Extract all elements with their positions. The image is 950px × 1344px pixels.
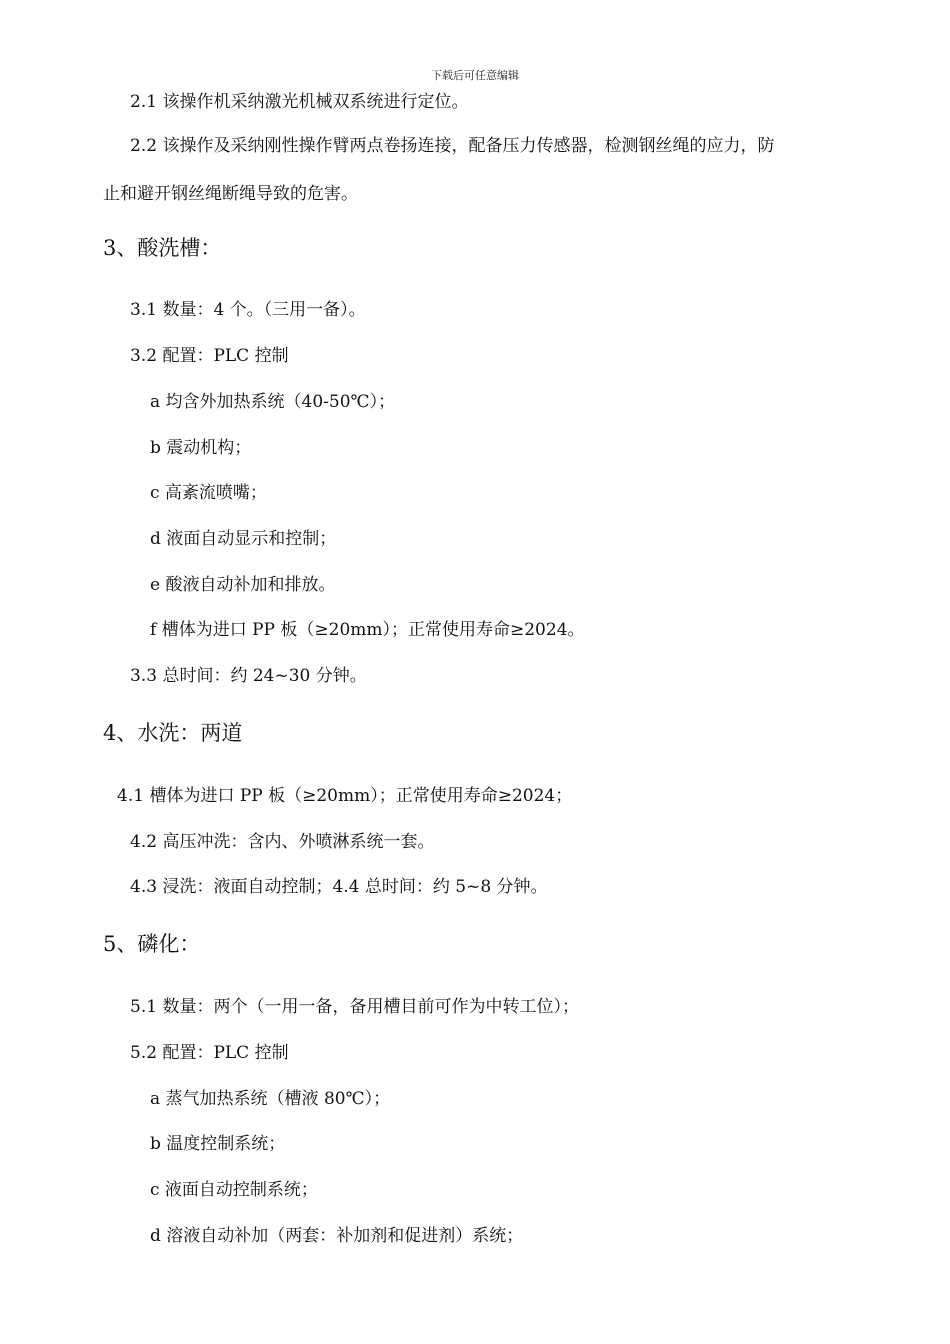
section-4-item-4-3: 4.3 浸洗：液面自动控制；4.4 总时间：约 5~8 分钟。	[130, 877, 548, 897]
section-5-subitem-b: b 温度控制系统；	[150, 1134, 286, 1154]
paragraph-2-1: 2.1 该操作机采纳激光机械双系统进行定位。	[130, 92, 469, 112]
section-3-subitem-d: d 液面自动显示和控制；	[150, 529, 337, 549]
section-3-item-3-2: 3.2 配置：PLC 控制	[130, 346, 289, 366]
section-5-subitem-a: a 蒸气加热系统（槽液 80℃）；	[150, 1089, 391, 1109]
section-5-item-5-2: 5.2 配置：PLC 控制	[130, 1043, 289, 1063]
section-3-subitem-e: e 酸液自动补加和排放。	[150, 575, 336, 595]
section-3-subitem-f: f 槽体为进口 PP 板（≥20mm）；正常使用寿命≥2024。	[150, 620, 585, 640]
section-3-subitem-c: c 高紊流喷嘴；	[150, 483, 267, 503]
paragraph-2-2-line-2: 止和避开钢丝绳断绳导致的危害。	[103, 184, 358, 204]
section-4-item-4-1: 4.1 槽体为进口 PP 板（≥20mm）；正常使用寿命≥2024；	[117, 786, 573, 806]
section-4-item-4-2: 4.2 高压冲洗：含内、外喷淋系统一套。	[130, 832, 435, 852]
section-5-item-5-1: 5.1 数量：两个（一用一备，备用槽目前可作为中转工位）；	[130, 997, 579, 1017]
section-5-heading: 5、磷化：	[103, 932, 201, 956]
section-3-subitem-b: b 震动机构；	[150, 438, 252, 458]
section-4-heading: 4、水洗：两道	[103, 721, 243, 745]
section-3-heading: 3、酸洗槽：	[103, 236, 222, 260]
section-3-subitem-a: a 均含外加热系统（40-50℃）；	[150, 392, 396, 412]
paragraph-2-2-line-1: 2.2 该操作及采纳刚性操作臂两点卷扬连接，配备压力传感器，检测钢丝绳的应力，防	[130, 136, 775, 156]
section-3-item-3-1: 3.1 数量：4 个。（三用一备）。	[130, 300, 366, 320]
section-3-item-3-3: 3.3 总时间：约 24~30 分钟。	[130, 666, 367, 686]
header-note: 下载后可任意编辑	[431, 69, 519, 82]
section-5-subitem-c: c 液面自动控制系统；	[150, 1180, 318, 1200]
section-5-subitem-d: d 溶液自动补加（两套：补加剂和促进剂）系统；	[150, 1226, 524, 1246]
